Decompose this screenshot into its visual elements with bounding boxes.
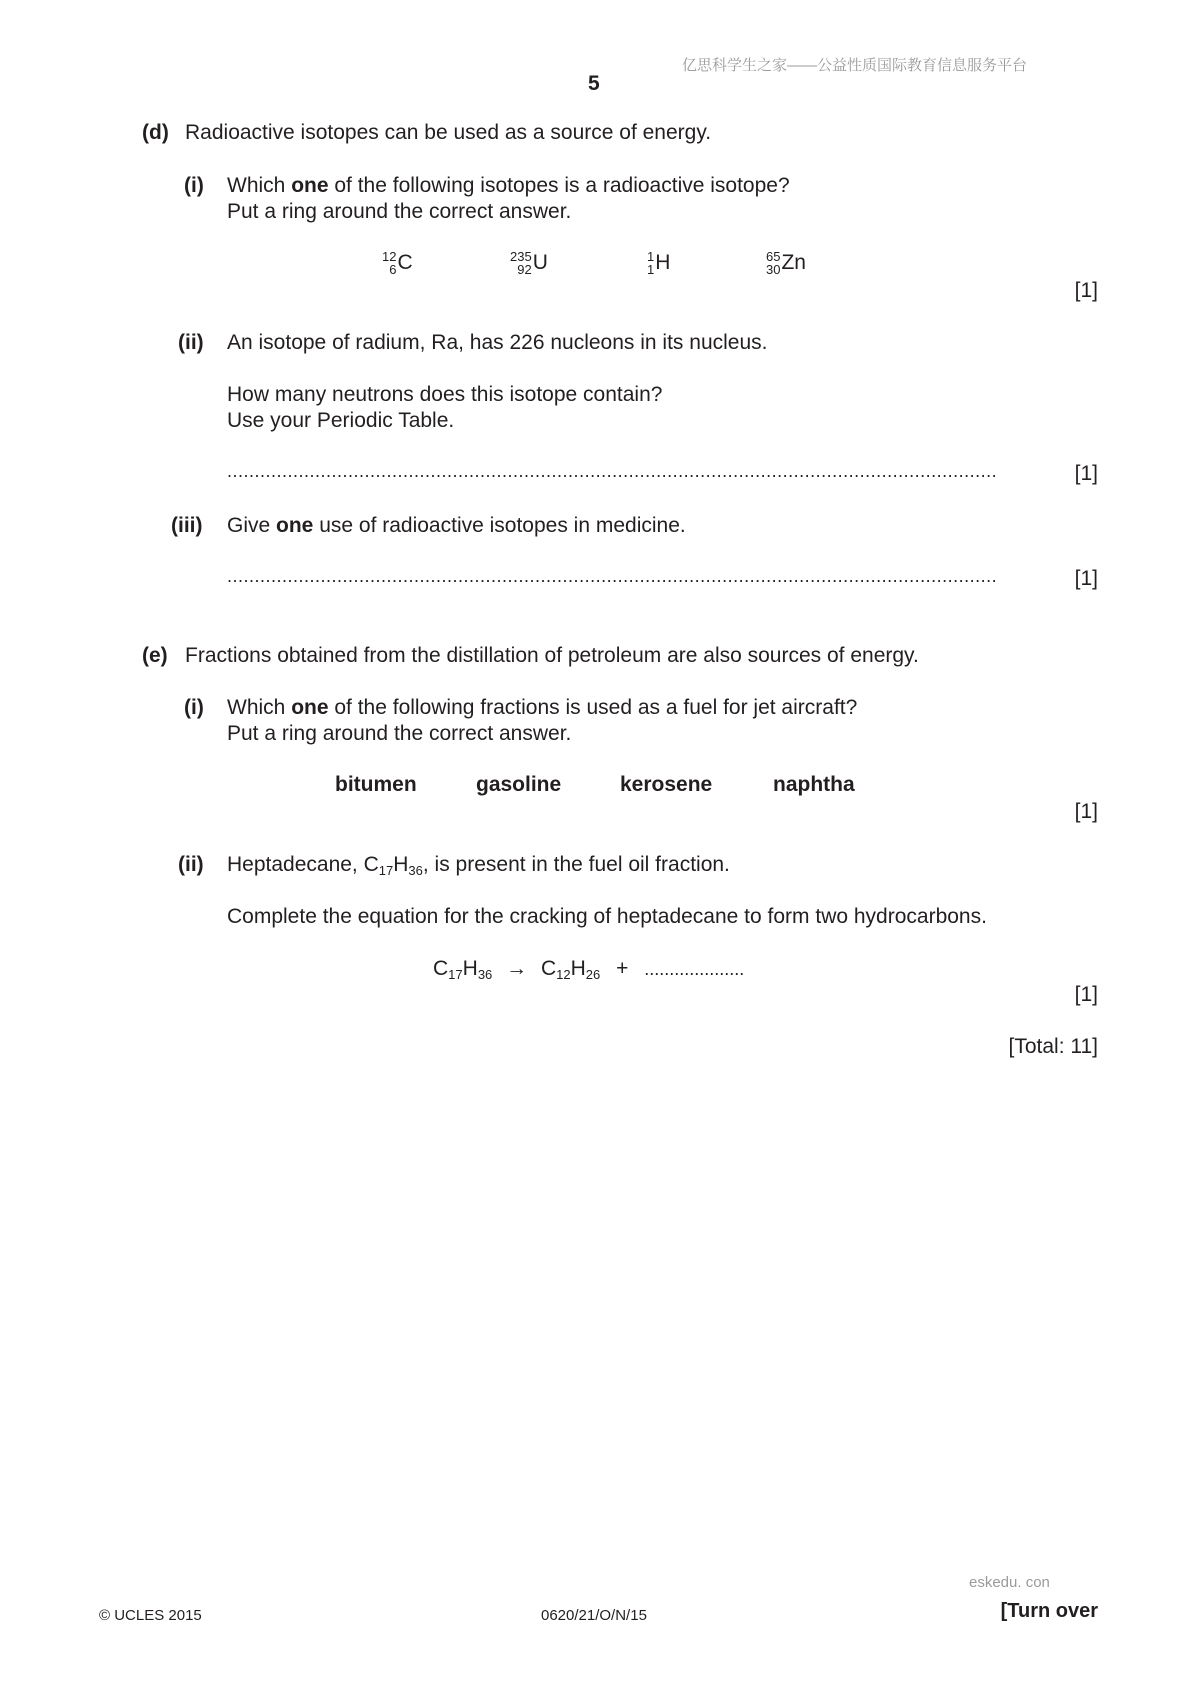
header-watermark: 亿思科学生之家——公益性质国际教育信息服务平台 <box>682 57 1028 74</box>
part-e-ii-statement: Heptadecane, $C_{17}H_{36}$, is present in the fuel oil fraction. <box>227 853 730 878</box>
part-d-i-instruction: Put a ring around the correct answer. <box>227 200 572 223</box>
part-d-ii-mark: [1] <box>1074 462 1098 485</box>
part-d-text: Radioactive isotopes can be used as a source of energy. <box>185 121 712 144</box>
footer-copyright: © UCLES 2015 <box>99 1607 202 1624</box>
fraction-option-naphtha[interactable]: naphtha <box>773 773 855 796</box>
isotope-option-hydrogen[interactable]: 1 1 H <box>647 249 671 277</box>
page-number: 5 <box>588 72 600 95</box>
part-d-ii-statement: An isotope of radium, Ra, has 226 nucleons in its nucleus. <box>227 331 768 354</box>
part-d-label: (d) <box>142 121 169 144</box>
part-e-text: Fractions obtained from the distillation of petroleum are also sources of energy. <box>185 644 919 667</box>
part-d-iii-label: (iii) <box>171 514 203 537</box>
fraction-option-kerosene[interactable]: kerosene <box>620 773 713 796</box>
part-d-i-mark: [1] <box>1074 279 1098 302</box>
part-d-i-label: (i) <box>184 174 204 197</box>
cracking-equation: $C_{17}H_{36} \to C_{12}H_{26}$ + .................... <box>433 957 745 982</box>
arrow-icon: → <box>506 957 528 980</box>
part-d-ii-question: How many neutrons does this isotope contain? <box>227 383 663 406</box>
footer-site: eskedu. con <box>969 1574 1050 1591</box>
part-e-i-label: (i) <box>184 696 204 719</box>
part-d-iii-answer-line[interactable]: ............................................................................................................................................ <box>227 566 998 586</box>
isotope-option-zinc[interactable]: 65 30 Zn <box>766 249 806 277</box>
isotope-option-carbon[interactable]: 12 6 C <box>382 249 413 277</box>
part-d-ii-instruction: Use your Periodic Table. <box>227 409 455 432</box>
part-e-ii-instruction: Complete the equation for the cracking of heptadecane to form two hydrocarbons. <box>227 905 987 928</box>
fraction-option-gasoline[interactable]: gasoline <box>476 773 562 796</box>
part-d-ii-answer-line[interactable]: ............................................................................................................................................ <box>227 461 998 481</box>
footer-paper-code: 0620/21/O/N/15 <box>541 1607 647 1624</box>
part-e-i-question: Which one of the following fractions is used as a fuel for jet aircraft? <box>227 696 858 719</box>
part-d-iii-mark: [1] <box>1074 567 1098 590</box>
part-d-iii-question: Give one use of radioactive isotopes in medicine. <box>227 514 686 537</box>
part-d-i-question: Which one of the following isotopes is a radioactive isotope? <box>227 174 790 197</box>
total-marks: [Total: 11] <box>1008 1035 1098 1058</box>
isotope-option-uranium[interactable]: 235 92 U <box>510 249 548 277</box>
footer-turn-over: [Turn over <box>1000 1600 1098 1622</box>
part-d-ii-label: (ii) <box>178 331 204 354</box>
part-e-i-instruction: Put a ring around the correct answer. <box>227 722 572 745</box>
equation-answer-blank[interactable]: .................... <box>644 959 745 979</box>
part-e-label: (e) <box>142 644 168 667</box>
part-e-ii-mark: [1] <box>1074 983 1098 1006</box>
part-e-ii-label: (ii) <box>178 853 204 876</box>
part-e-i-mark: [1] <box>1074 800 1098 823</box>
fraction-option-bitumen[interactable]: bitumen <box>335 773 417 796</box>
